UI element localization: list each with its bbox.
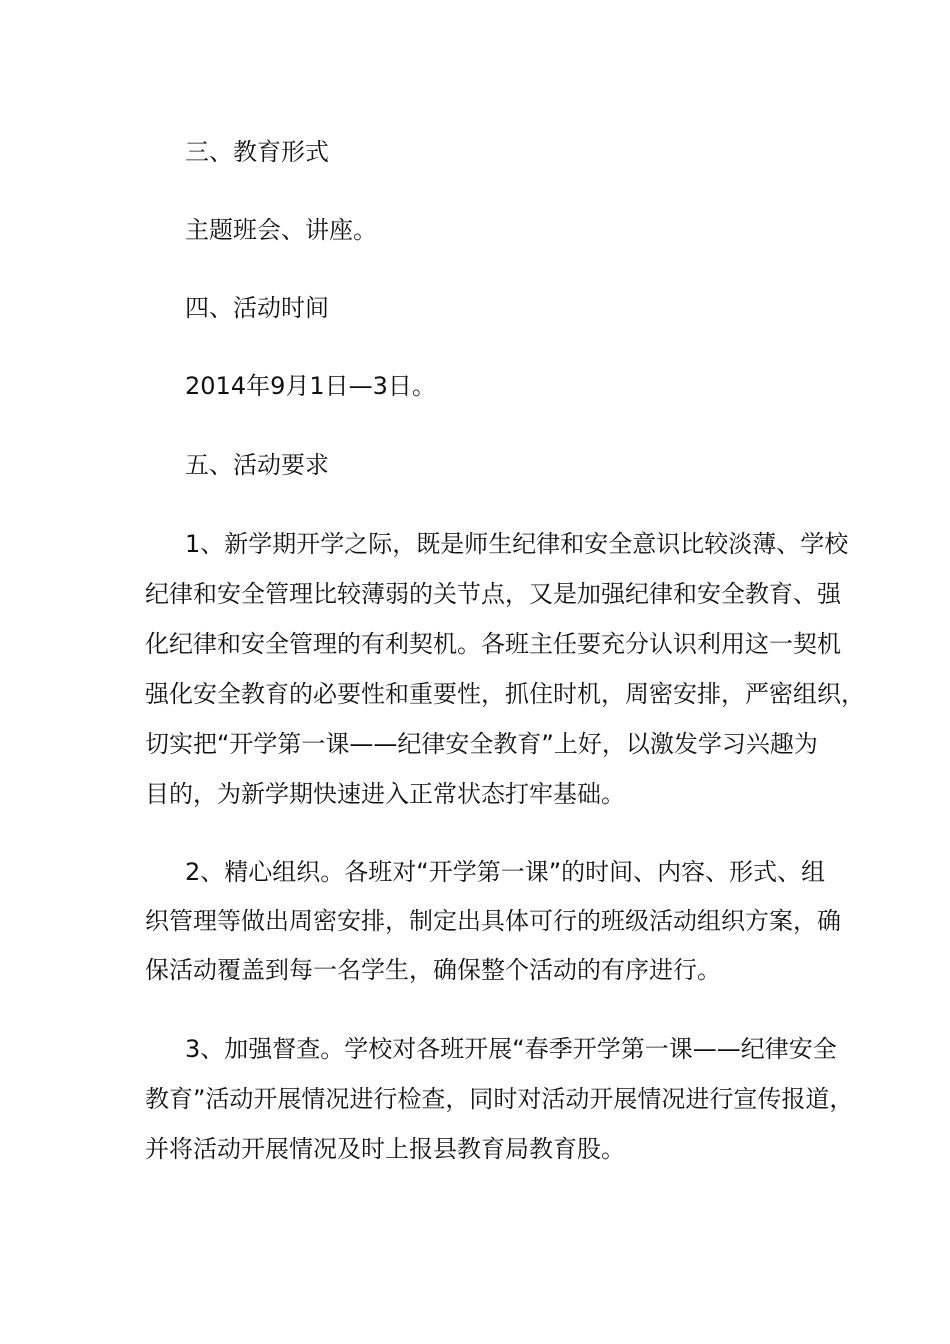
section-heading-3: 三、教育形式 — [185, 138, 329, 166]
section-text-4: 2014年9月1日—3日。 — [185, 372, 436, 400]
item3-line: 教育”活动开展情况进行检查，同时对活动开展情况进行宣传报道， — [145, 1085, 854, 1113]
item1-line: 化纪律和安全管理的有利契机。各班主任要充分认识利用这一契机 — [145, 630, 841, 658]
item1-line: 强化安全教育的必要性和重要性，抓住时机，周密安排，严密组织， — [145, 680, 865, 708]
item1-line: 纪律和安全管理比较薄弱的关节点，又是加强纪律和安全教育、强 — [145, 580, 841, 608]
section-heading-4: 四、活动时间 — [185, 294, 329, 322]
item1-line: 1、新学期开学之际，既是师生纪律和安全意识比较淡薄、学校 — [185, 530, 849, 558]
item2-line: 2、精心组织。各班对“开学第一课”的时间、内容、形式、组 — [185, 858, 826, 886]
item3-line: 并将活动开展情况及时上报县教育局教育股。 — [145, 1135, 625, 1163]
section-heading-5: 五、活动要求 — [185, 451, 329, 479]
section-text-3: 主题班会、讲座。 — [185, 216, 377, 244]
item2-line: 保活动覆盖到每一名学生，确保整个活动的有序进行。 — [145, 956, 721, 984]
item1-line: 切实把“开学第一课——纪律安全教育”上好，以激发学习兴趣为 — [145, 730, 818, 758]
item3-line: 3、加强督查。学校对各班开展“春季开学第一课——纪律安全 — [185, 1035, 837, 1063]
item2-line: 织管理等做出周密安排，制定出具体可行的班级活动组织方案，确 — [145, 907, 841, 935]
item1-line: 目的，为新学期快速进入正常状态打牢基础。 — [145, 780, 625, 808]
